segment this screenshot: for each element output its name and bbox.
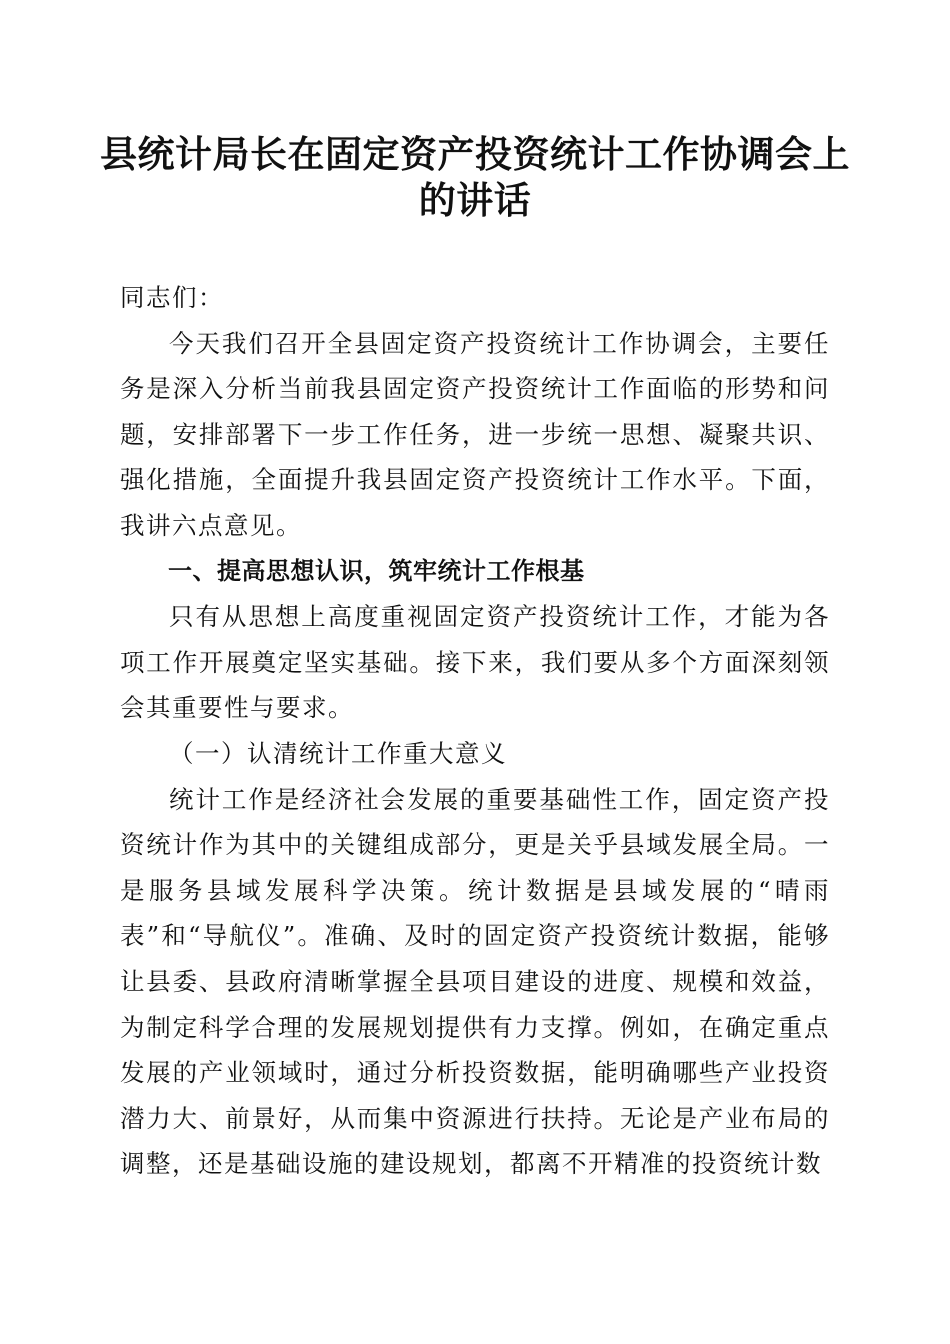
section-1-paragraph: 只有从思想上高度重视固定资产投资统计工作，才能为各项工作开展奠定坚实基础。接下来，我们要从多个方面深刻领会其重要性与要求。	[120, 602, 830, 723]
subsection-1-paragraph: 统计工作是经济社会发展的重要基础性工作，固定资产投资统计作为其中的关键组成部分，更是关乎县域发展全局。一是服务县域发展科学决策。统计数据是县域发展的“晴雨表”和“导航仪”。准确、及时的固定资产投资统计数据，能够让县委、县政府清晰掌握全县项目建设的进度、规模和效益，为制定科学合理的发展规划提供有力支撑。例如，在确定重点发展的产业领域时，通过分析投资数据，能明确哪些产业投资潜力大、前景好，从而集中资源进行扶持。无论是产业布局的调整，还是基础设施的建设规划，都离不开精准的投资统计数	[120, 784, 830, 1179]
section-1-heading: 一、提高思想认识，筑牢统计工作根基	[168, 556, 585, 585]
document-body	[120, 275, 830, 1187]
intro-paragraph: 今天我们召开全县固定资产投资统计工作协调会，主要任务是深入分析当前我县固定资产投资统计工作面临的形势和问题，安排部署下一步工作任务，进一步统一思想、凝聚共识、强化措施，全面提升我县固定资产投资统计工作水平。下面，我讲六点意见。	[120, 328, 830, 540]
salutation: 同志们：	[120, 283, 224, 312]
subsection-1-heading: （一）认清统计工作重大意义	[169, 738, 507, 768]
document-title: 县统计局长在固定资产投资统计工作协调会上的讲话	[100, 133, 850, 222]
